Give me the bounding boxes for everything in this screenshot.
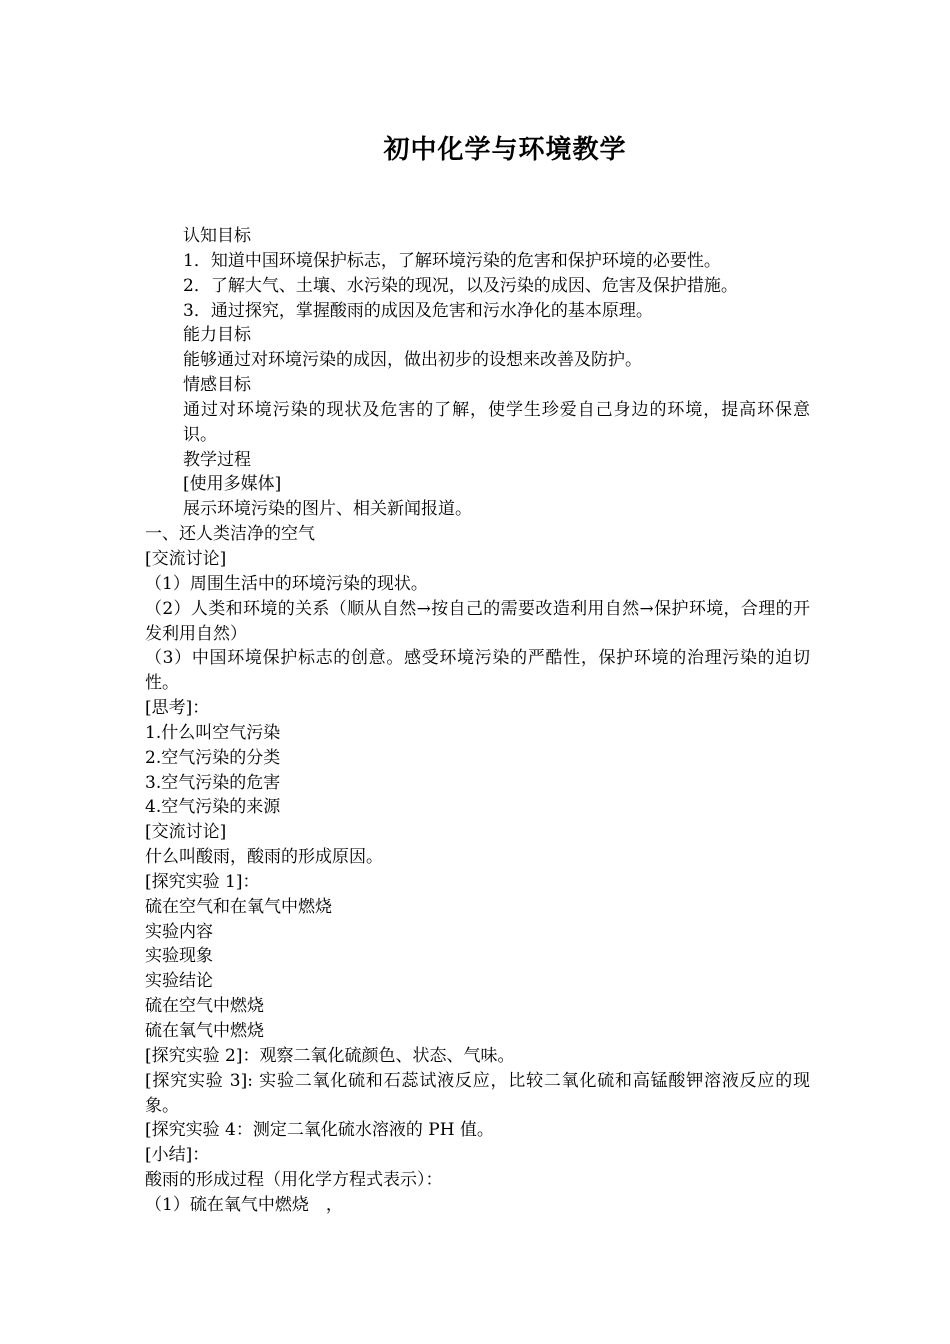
paragraph-line: [交流讨论]	[145, 548, 227, 569]
paragraph-line: 一、还人类洁净的空气	[145, 524, 315, 545]
paragraph-line: 实验现象	[145, 946, 213, 967]
paragraph-line: 能够通过对环境污染的成因，做出初步的设想来改善及防护。	[183, 350, 642, 371]
paragraph-line: 3.空气污染的危害	[145, 772, 281, 793]
paragraph-line: 认知目标	[183, 226, 251, 246]
document-body	[145, 224, 810, 1218]
paragraph-line: （3）中国环境保护标志的创意。感受环境污染的严酷性，保护环境的治理污染的迫切性。	[145, 648, 810, 694]
document-title: 初中化学与环境教学	[383, 135, 627, 165]
paragraph-line: 能力目标	[183, 325, 251, 346]
paragraph-line: 硫在空气中燃烧	[145, 996, 264, 1017]
paragraph-line: [小结]：	[145, 1145, 210, 1166]
paragraph-line: 2．了解大气、土壤、水污染的现况，以及污染的成因、危害及保护措施。	[183, 275, 738, 296]
paragraph-line: [探究实验 3]: 实验二氧化硫和石蕊试液反应，比较二氧化硫和高锰酸钾溶液反应的现象。	[145, 1070, 810, 1116]
paragraph-line: 实验结论	[145, 971, 213, 992]
paragraph-line: （2）人类和环境的关系（顺从自然→按自己的需要改造利用自然→保护环境，合理的开发利用自然）	[145, 598, 810, 644]
paragraph-line: 3．通过探究，掌握酸雨的成因及危害和污水净化的基本原理。	[183, 300, 653, 321]
paragraph-line: 1．知道中国环境保护标志，了解环境污染的危害和保护环境的必要性。	[183, 250, 721, 271]
paragraph-line: 4.空气污染的来源	[145, 797, 281, 818]
paragraph-line: [交流讨论]	[145, 822, 227, 843]
paragraph-line: [探究实验 2]：观察二氧化硫颜色、状态、气味。	[145, 1045, 515, 1066]
paragraph-line: 情感目标	[183, 375, 251, 396]
paragraph-line: 1.什么叫空气污染	[145, 722, 281, 743]
paragraph-line: 教学过程	[183, 449, 251, 470]
paragraph-line: [使用多媒体]	[183, 474, 282, 495]
paragraph-line: 酸雨的形成过程（用化学方程式表示）：	[145, 1170, 443, 1191]
paragraph-line: 通过对环境污染的现状及危害的了解，使学生珍爱自己身边的环境，提高环保意识。	[183, 399, 810, 445]
paragraph-line: 什么叫酸雨，酸雨的形成原因。	[145, 847, 383, 868]
paragraph-line: [探究实验 4：测定二氧化硫水溶液的 PH 值。	[145, 1120, 494, 1141]
paragraph-line: [探究实验 1]：	[145, 871, 260, 892]
paragraph-line: 展示环境污染的图片、相关新闻报道。	[183, 499, 472, 520]
paragraph-line: （1）硫在氧气中燃烧 ，	[145, 1194, 343, 1215]
paragraph-line: 实验内容	[145, 921, 213, 942]
paragraph-line: （1）周围生活中的环境污染的现状。	[145, 573, 428, 594]
paragraph-line: [思考]：	[145, 698, 210, 719]
paragraph-line: 硫在空气和在氧气中燃烧	[145, 896, 332, 917]
paragraph-line: 2.空气污染的分类	[145, 747, 281, 768]
paragraph-line: 硫在氧气中燃烧	[145, 1021, 264, 1041]
